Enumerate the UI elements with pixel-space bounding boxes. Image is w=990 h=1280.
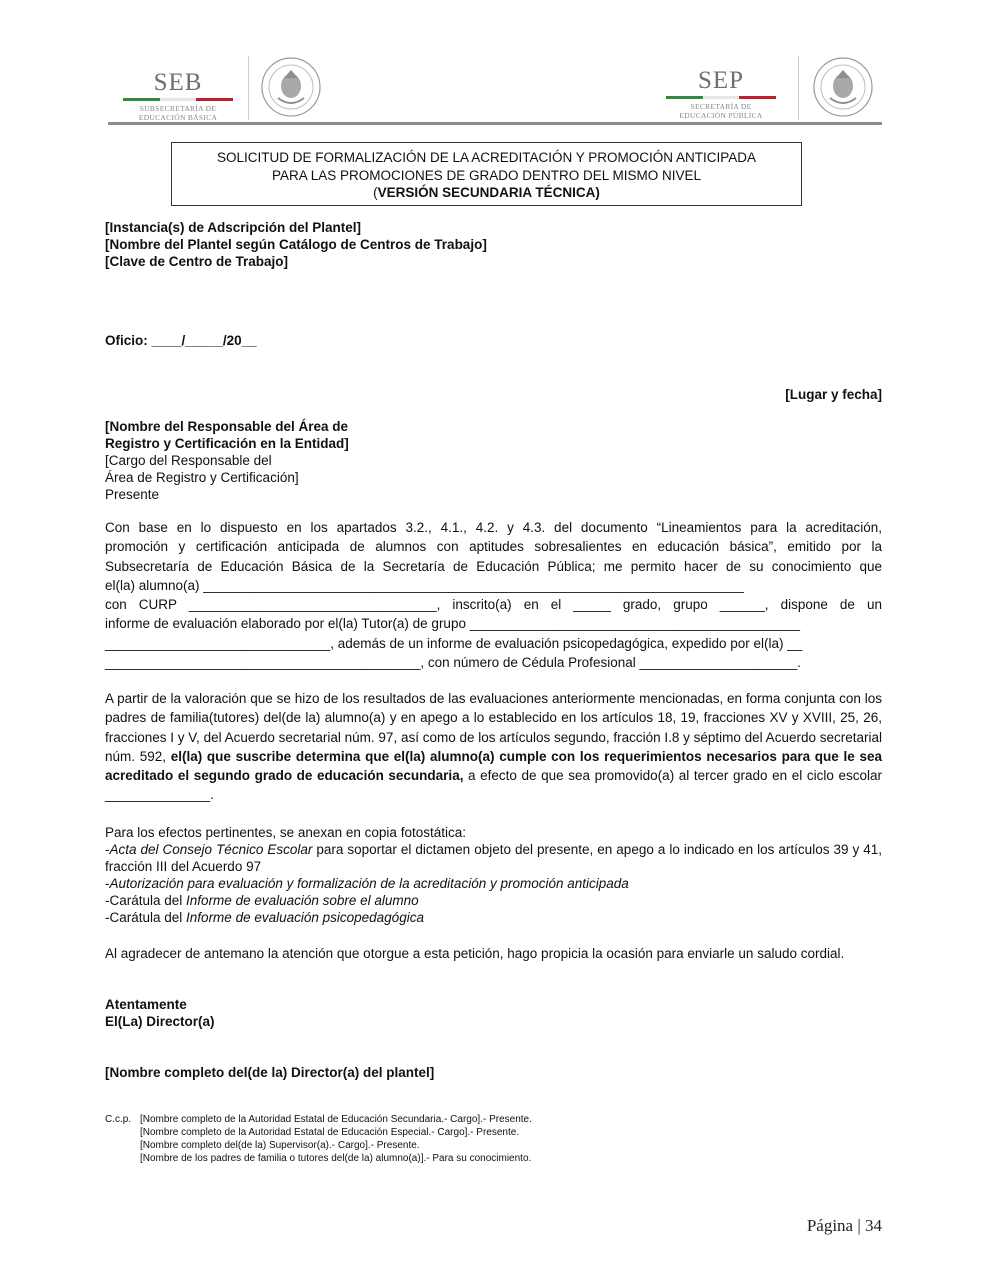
ccp-label: C.c.p. — [105, 1114, 132, 1125]
signature-block — [105, 996, 882, 1030]
recipient-presente: Presente — [105, 487, 160, 502]
sep-logo — [660, 68, 782, 120]
title-line-3: (VERSIÓN SECUNDARIA TÉCNICA) — [373, 185, 600, 200]
sep-subtitle-1: SECRETARÍA DE — [690, 102, 752, 111]
school-clave: [Clave de Centro de Trabajo] — [105, 254, 289, 269]
flag-stripe — [123, 98, 233, 101]
para1-line: promoción y certificación anticipada de alumnos con aptitudes sobresalientes en educación básica”, emitido por la — [105, 539, 882, 555]
letterhead — [108, 52, 882, 126]
school-instancia: [Instancia(s) de Adscripción del Plantel] — [105, 220, 362, 235]
para1-line: Subsecretaría de Educación Básica de la Secretaría de Educación Pública; me permito hacer de su conocimiento que — [105, 558, 882, 574]
recipient-block — [105, 418, 882, 503]
annex-list — [105, 824, 882, 926]
recipient-cargo-1: [Cargo del Responsable del — [105, 453, 272, 468]
para1-line: ______________________________, además de un informe de evaluación psicopedagógica, expedido por el(la) __ — [105, 635, 803, 651]
seb-acronym: SEB — [153, 69, 203, 96]
annex-item: -Carátula del Informe de evaluación psicopedagógica — [105, 910, 424, 925]
logo-divider — [798, 56, 799, 120]
school-block — [105, 219, 882, 270]
director-name: [Nombre completo del(de la) Director(a) del plantel] — [105, 1065, 435, 1080]
annex-item: -Acta del Consejo Técnico Escolar para soportar el dictamen objeto del presente, en apego a lo indicado en los artículos 39 y 41, fracción III del Acuerdo 97 — [105, 842, 882, 874]
place-date: [Lugar y fecha] — [785, 387, 882, 402]
recipient-name-1: [Nombre del Responsable del Área de — [105, 419, 349, 434]
recipient-cargo-2: Área de Registro y Certificación] — [105, 470, 299, 485]
seb-logo — [118, 70, 238, 122]
coat-of-arms-seal-icon — [812, 56, 874, 118]
annex-intro: Para los efectos pertinentes, se anexan en copia fotostática: — [105, 825, 466, 840]
closing-paragraph: Al agradecer de antemano la atención que otorgue a esta petición, hago propicia la ocasión para enviarle un saludo cordial. — [105, 946, 845, 961]
coat-of-arms-seal-icon — [260, 56, 322, 118]
paragraph-1 — [105, 518, 882, 672]
ccp-line: [Nombre de los padres de familia o tutores del(de la) alumno(a)].- Para su conocimiento. — [140, 1153, 532, 1164]
seb-subtitle-2: EDUCACIÓN BÁSICA — [138, 113, 218, 122]
ccp-line: [Nombre completo del(de la) Supervisor(a).- Cargo].- Presente. — [140, 1140, 420, 1151]
annex-item: -Carátula del Informe de evaluación sobre el alumno — [105, 893, 419, 908]
title-line-2: PARA LAS PROMOCIONES DE GRADO DENTRO DEL MISMO NIVEL — [271, 167, 702, 183]
logo-divider — [248, 56, 249, 120]
annex-item: -Autorización para evaluación y formalización de la acreditación y promoción anticipada — [105, 876, 629, 891]
para1-line: el(la) alumno(a) ________________________________________________________________________ — [105, 577, 744, 593]
sep-subtitle-2: EDUCACIÓN PÚBLICA — [679, 111, 763, 120]
header-rule — [108, 122, 882, 125]
para1-line: informe de evaluación elaborado por el(la) Tutor(a) de grupo ____________________________________________ — [105, 616, 801, 632]
para1-line: __________________________________________, con número de Cédula Profesional _____________________. — [105, 655, 801, 671]
para1-line: con CURP _________________________________, inscrito(a) en el _____ grado, grupo ______, dispone de un — [105, 597, 882, 613]
seb-subtitle-1: SUBSECRETARÍA DE — [139, 104, 217, 113]
ccp-line: [Nombre completo de la Autoridad Estatal de Educación Especial.- Cargo].- Presente. — [140, 1127, 520, 1138]
signer-role: El(La) Director(a) — [105, 1014, 215, 1029]
school-nombre: [Nombre del Plantel según Catálogo de Centros de Trabajo] — [105, 237, 487, 252]
page-number: Página | 34 — [806, 1216, 882, 1235]
title-line-1: SOLICITUD DE FORMALIZACIÓN DE LA ACREDITACIÓN Y PROMOCIÓN ANTICIPADA — [216, 150, 757, 165]
ccp-line: [Nombre completo de la Autoridad Estatal de Educación Secundaria.- Cargo].- Presente. — [140, 1114, 532, 1125]
para1-line: Con base en lo dispuesto en los apartados 3.2., 4.1., 4.2. y 4.3. del documento “Lineamientos para la acreditación, — [105, 520, 882, 535]
oficio-number: Oficio: ____/_____/20__ — [105, 333, 257, 348]
paragraph-2: A partir de la valoración que se hizo de los resultados de las evaluaciones anteriormente mencionadas, en forma conjunta con los padres de familia(tutores) del(de la) alumno(a) y en apego a lo establecido en los artículos 18, 19, fracciones XV y XVIII, 25, 26, fracciones I y V, del Acuerdo secretarial núm. 97, así como de los artículos segundo, fracción I.8 y séptimo del Acuerdo secretarial núm. 592, el(la) que suscribe determina que el(la) alumno(a) cumple con los requerimientos necesarios para que le sea acreditado el segundo grado de educación secundaria, a efecto de que sea promovido(a) al tercer grado en el ciclo escolar ______________. — [105, 691, 882, 803]
sep-acronym: SEP — [697, 67, 745, 94]
document-title-box — [171, 142, 802, 206]
flag-stripe — [666, 96, 776, 99]
recipient-name-2: Registro y Certificación en la Entidad] — [105, 436, 349, 451]
atentamente: Atentamente — [105, 997, 187, 1012]
